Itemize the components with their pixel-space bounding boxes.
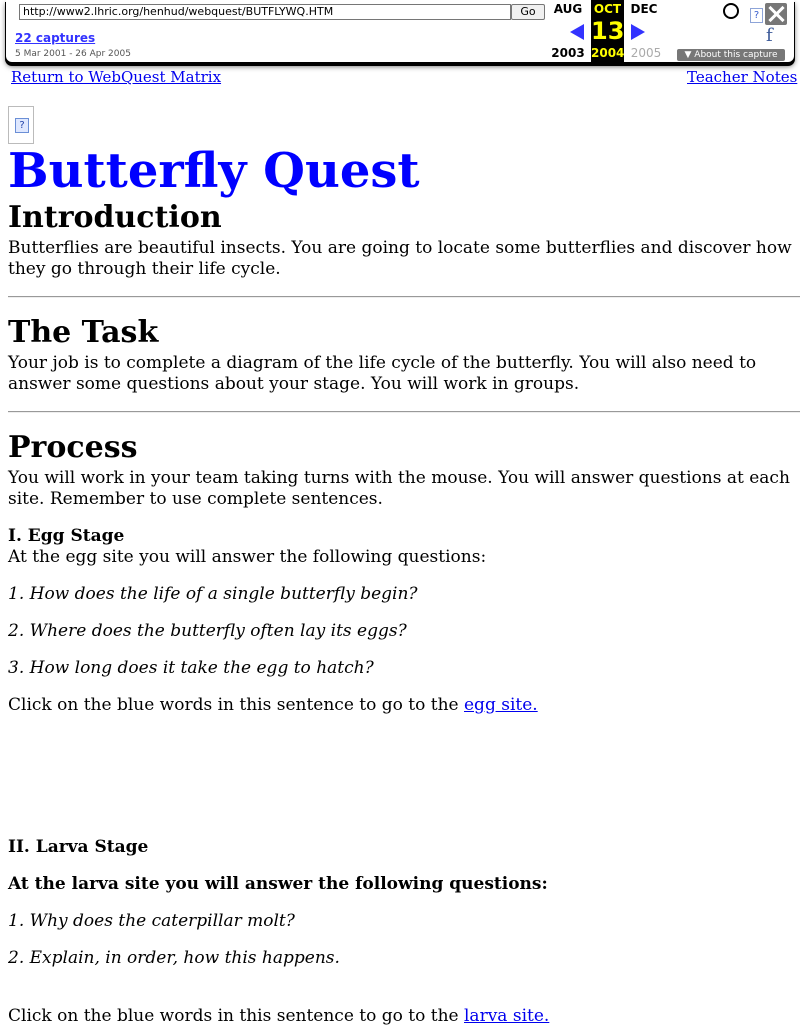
help-icon[interactable]: ? — [750, 8, 763, 23]
current-month-label: OCT — [593, 2, 622, 16]
close-icon[interactable] — [765, 3, 787, 25]
broken-image-icon: ? — [15, 118, 29, 133]
facebook-icon[interactable]: f — [766, 25, 773, 46]
task-heading: The Task — [8, 315, 159, 350]
egg-question: 2. Where does the butterfly often lay its eggs? — [8, 621, 407, 641]
larva-question: 2. Explain, in order, how this happens. — [8, 948, 340, 968]
return-to-matrix-link[interactable]: Return to WebQuest Matrix — [11, 68, 222, 86]
larva-site-link[interactable]: larva site. — [464, 1006, 550, 1026]
larva-stage-intro: At the larva site you will answer the following questions: — [8, 874, 548, 894]
next-year-label: 2005 — [630, 46, 662, 60]
egg-site-prompt: Click on the blue words in this sentence to go to the — [8, 695, 464, 715]
egg-site-link[interactable]: egg site. — [464, 695, 538, 715]
current-day-label: 13 — [591, 17, 625, 45]
introduction-text: Butterflies are beautiful insects. You are going to locate some butterflies and discover how they go through their life cycle. — [8, 238, 792, 279]
egg-question: 1. How does the life of a single butterfly begin? — [8, 584, 418, 604]
process-heading: Process — [8, 430, 138, 465]
prev-month-label[interactable]: AUG — [553, 2, 583, 16]
wayback-toolbar — [6, 0, 794, 62]
main-content — [8, 140, 800, 1027]
about-capture-button[interactable]: ▼ About this capture — [677, 49, 785, 61]
broken-image — [8, 106, 34, 144]
capture-date-range: 5 Mar 2001 - 26 Apr 2005 — [15, 49, 131, 59]
circle-icon[interactable] — [723, 3, 739, 19]
prev-year-label[interactable]: 2003 — [551, 46, 585, 60]
teacher-notes-link[interactable]: Teacher Notes — [687, 68, 798, 86]
url-input[interactable] — [19, 4, 511, 20]
egg-stage-intro: At the egg site you will answer the following questions: — [8, 547, 487, 567]
egg-site-sentence — [8, 695, 800, 716]
prev-capture-arrow-icon[interactable] — [570, 24, 584, 40]
egg-question: 3. How long does it take the egg to hatch? — [8, 658, 374, 678]
divider — [8, 411, 800, 413]
divider — [8, 296, 800, 298]
larva-question: 1. Why does the caterpillar molt? — [8, 911, 295, 931]
page-title: Butterfly Quest — [8, 143, 420, 199]
introduction-heading: Introduction — [8, 200, 222, 235]
current-year-label: 2004 — [591, 46, 625, 60]
next-month-label[interactable]: DEC — [630, 2, 658, 16]
egg-stage-heading: I. Egg Stage — [8, 526, 125, 546]
task-text: Your job is to complete a diagram of the life cycle of the butterfly. You will also need to answer some questions about your stage. You will work in groups. — [8, 353, 757, 394]
larva-stage-heading: II. Larva Stage — [8, 837, 149, 857]
larva-site-prompt: Click on the blue words in this sentence to go to the — [8, 1006, 464, 1026]
captures-link[interactable]: 22 captures — [15, 31, 96, 45]
next-capture-arrow-icon[interactable] — [631, 24, 645, 40]
go-button[interactable]: Go — [511, 4, 545, 20]
process-text: You will work in your team taking turns with the mouse. You will answer questions at each site. Remember to use complete sentences. — [8, 468, 790, 509]
